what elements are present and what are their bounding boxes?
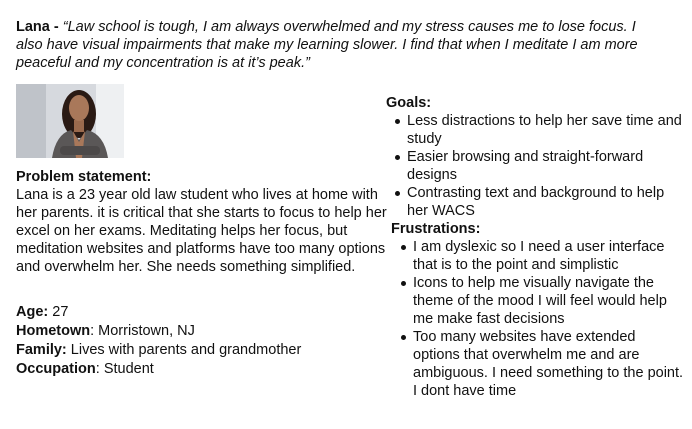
age-value: 27 [48, 304, 69, 320]
frustrations-heading: Frustrations: [391, 221, 481, 237]
occupation-label: Occupation [16, 361, 96, 377]
problem-statement [16, 168, 388, 276]
list-item: I am dyslexic so I need a user interface that is to the point and simplistic [413, 238, 686, 274]
occupation-value: : Student [95, 361, 154, 377]
frustrations-list [413, 238, 686, 400]
fact-hometown [16, 322, 388, 341]
goals-frustrations [386, 94, 686, 400]
list-item: Less distractions to help her save time and study [407, 112, 686, 148]
problem-text: Lana is a 23 year old law student who lives at home with her parents. it is critical that she starts to focus to help her excel on her exams. Meditating helps her focus, but meditation websites and platforms have too many options and overwhelm her. She needs something simplified. [16, 187, 387, 275]
fact-age [16, 303, 388, 322]
hometown-value: : Morristown, NJ [90, 323, 195, 339]
list-item: Contrasting text and background to help her WACS [407, 184, 686, 220]
problem-heading: Problem statement: [16, 169, 152, 185]
persona-name: Lana - [16, 19, 63, 35]
list-item: Easier browsing and straight-forward designs [407, 148, 686, 184]
fact-occupation [16, 360, 388, 379]
family-value: Lives with parents and grandmother [66, 342, 302, 358]
list-item: Icons to help me visually navigate the theme of the mood I will feel would help me make fast decisions [413, 274, 686, 328]
age-label: Age: [16, 304, 49, 320]
persona-facts [16, 303, 388, 379]
list-item: Too many websites have extended options that overwhelm me and are ambiguous. I need something to the point. I dont have time [413, 328, 686, 400]
goals-heading: Goals: [386, 95, 432, 111]
persona-quote [16, 18, 656, 72]
quote-text: “Law school is tough, I am always overwhelmed and my stress causes me to lose focus. I also have visual impairments that make my learning slower. I find that when I meditate I am more peaceful and my concentration is at it’s peak.” [16, 19, 638, 71]
goals-list [407, 112, 686, 220]
avatar [16, 84, 124, 158]
persona-photo [16, 84, 124, 158]
fact-family [16, 341, 388, 360]
family-label: Family: [16, 342, 67, 358]
hometown-label: Hometown [16, 323, 91, 339]
